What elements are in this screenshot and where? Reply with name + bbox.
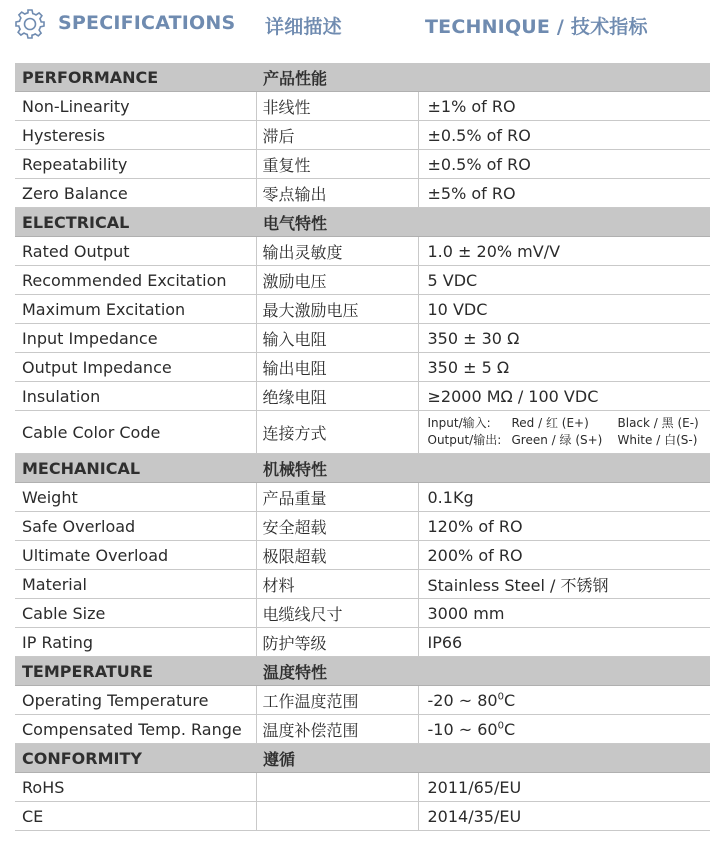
spec-label-en: RoHS [15, 773, 256, 802]
spec-value: 0.1Kg [418, 483, 710, 512]
spec-label-cn: 滞后 [256, 121, 418, 150]
cable-line-output [428, 432, 711, 449]
spec-label-cn: 材料 [256, 570, 418, 599]
spec-value: 3000 mm [418, 599, 710, 628]
spec-label-en: Insulation [15, 382, 256, 411]
table-row [15, 773, 710, 802]
spec-label-en: Ultimate Overload [15, 541, 256, 570]
spec-label-en: Material [15, 570, 256, 599]
table-row [15, 121, 710, 150]
table-row [15, 512, 710, 541]
header-title-cn: 详细描述 [265, 16, 342, 38]
spec-label-cn: 温度补偿范围 [256, 715, 418, 744]
temp-unit: C [503, 690, 516, 710]
header-title-technique: TECHNIQUE / 技术指标 [425, 16, 648, 38]
spec-label-en: Safe Overload [15, 512, 256, 541]
spec-header [0, 0, 727, 50]
table-row [15, 266, 710, 295]
spec-value [418, 715, 710, 744]
table-row [15, 179, 710, 208]
table-row [15, 150, 710, 179]
table-row [15, 570, 710, 599]
spec-label-cn: 最大激励电压 [256, 295, 418, 324]
spec-label-en: Non-Linearity [15, 92, 256, 121]
temp-unit: C [503, 719, 516, 739]
spec-value: ±0.5% of RO [418, 121, 710, 150]
spec-value: 5 VDC [418, 266, 710, 295]
section-header-electrical [15, 208, 710, 237]
cable-output-neg: White / 白(S-) [617, 433, 698, 447]
section-name-en: CONFORMITY [15, 744, 256, 773]
spec-label-cn: 产品重量 [256, 483, 418, 512]
spec-value: 200% of RO [418, 541, 710, 570]
spec-label-cn: 极限超载 [256, 541, 418, 570]
spec-label-en: Operating Temperature [15, 686, 256, 715]
cable-line-input [428, 415, 711, 432]
cable-output-label: Output/输出: [427, 433, 502, 447]
header-title-en: SPECIFICATIONS [58, 12, 236, 34]
spec-label-en: Recommended Excitation [15, 266, 256, 295]
spec-value: 10 VDC [418, 295, 710, 324]
spec-label-cn: 输出灵敏度 [256, 237, 418, 266]
table-row [15, 802, 710, 831]
section-name-en: PERFORMANCE [15, 63, 256, 92]
spec-value: 2014/35/EU [418, 802, 710, 831]
spec-label-en: Maximum Excitation [15, 295, 256, 324]
spec-label-cn [256, 773, 418, 802]
spec-label-cn: 连接方式 [256, 411, 418, 454]
section-header-performance [15, 63, 710, 92]
section-header-conformity [15, 744, 710, 773]
degree-mark: 0 [497, 720, 504, 732]
cable-input-pos: Red / 红 (E+) [511, 416, 589, 430]
spec-table [15, 63, 710, 831]
spec-label-en: Zero Balance [15, 179, 256, 208]
table-row [15, 324, 710, 353]
spec-label-cn: 防护等级 [256, 628, 418, 657]
spec-label-cn: 输入电阻 [256, 324, 418, 353]
table-row [15, 599, 710, 628]
spec-label-cn: 输出电阻 [256, 353, 418, 382]
spec-label-en: IP Rating [15, 628, 256, 657]
spec-label-en: Cable Color Code [15, 411, 256, 454]
spec-label-cn: 安全超载 [256, 512, 418, 541]
spec-label-cn: 电缆线尺寸 [256, 599, 418, 628]
table-row [15, 715, 710, 744]
table-row-cable-color [15, 411, 710, 454]
section-name-en: TEMPERATURE [15, 657, 256, 686]
section-name-en: ELECTRICAL [15, 208, 256, 237]
spec-label-en: Output Impedance [15, 353, 256, 382]
spec-value: 2011/65/EU [418, 773, 710, 802]
table-row [15, 483, 710, 512]
spec-value: ±1% of RO [418, 92, 710, 121]
spec-label-en: Input Impedance [15, 324, 256, 353]
cable-input-label: Input/输入: [427, 416, 491, 430]
spec-label-en: Hysteresis [15, 121, 256, 150]
section-header-temperature [15, 657, 710, 686]
spec-label-cn: 非线性 [256, 92, 418, 121]
spec-label-cn: 激励电压 [256, 266, 418, 295]
section-name-cn: 产品性能 [256, 63, 418, 92]
spec-value: 1.0 ± 20% mV/V [418, 237, 710, 266]
spec-label-cn [256, 802, 418, 831]
table-row [15, 295, 710, 324]
spec-value: 120% of RO [418, 512, 710, 541]
section-name-cn: 温度特性 [256, 657, 418, 686]
section-name-cn: 机械特性 [256, 454, 418, 483]
spec-value: ≥2000 MΩ / 100 VDC [418, 382, 710, 411]
spec-label-en: Weight [15, 483, 256, 512]
degree-mark: 0 [497, 691, 504, 703]
spec-label-cn: 零点输出 [256, 179, 418, 208]
table-row [15, 628, 710, 657]
table-row [15, 541, 710, 570]
section-name-cn: 电气特性 [256, 208, 418, 237]
spec-value: IP66 [418, 628, 710, 657]
gear-icon [14, 8, 46, 40]
spec-value: ±5% of RO [418, 179, 710, 208]
spec-value: Stainless Steel / 不锈钢 [418, 570, 710, 599]
temp-range: -10 ~ 60 [427, 719, 498, 739]
table-row [15, 353, 710, 382]
spec-label-en: Compensated Temp. Range [15, 715, 256, 744]
spec-label-cn: 重复性 [256, 150, 418, 179]
spec-label-en: Cable Size [15, 599, 256, 628]
section-name-en: MECHANICAL [15, 454, 256, 483]
spec-value: ±0.5% of RO [418, 150, 710, 179]
table-row [15, 686, 710, 715]
temp-range: -20 ~ 80 [427, 690, 498, 710]
table-row [15, 382, 710, 411]
spec-label-en: CE [15, 802, 256, 831]
spec-label-en: Rated Output [15, 237, 256, 266]
spec-label-en: Repeatability [15, 150, 256, 179]
cable-color-code [418, 411, 710, 454]
table-row [15, 92, 710, 121]
cable-input-neg: Black / 黑 (E-) [617, 416, 699, 430]
table-row [15, 237, 710, 266]
spec-label-cn: 绝缘电阻 [256, 382, 418, 411]
spec-value: 350 ± 30 Ω [418, 324, 710, 353]
spec-value [418, 686, 710, 715]
cable-output-pos: Green / 绿 (S+) [511, 433, 603, 447]
section-name-cn: 遵循 [256, 744, 418, 773]
spec-value: 350 ± 5 Ω [418, 353, 710, 382]
section-header-mechanical [15, 454, 710, 483]
spec-label-cn: 工作温度范围 [256, 686, 418, 715]
